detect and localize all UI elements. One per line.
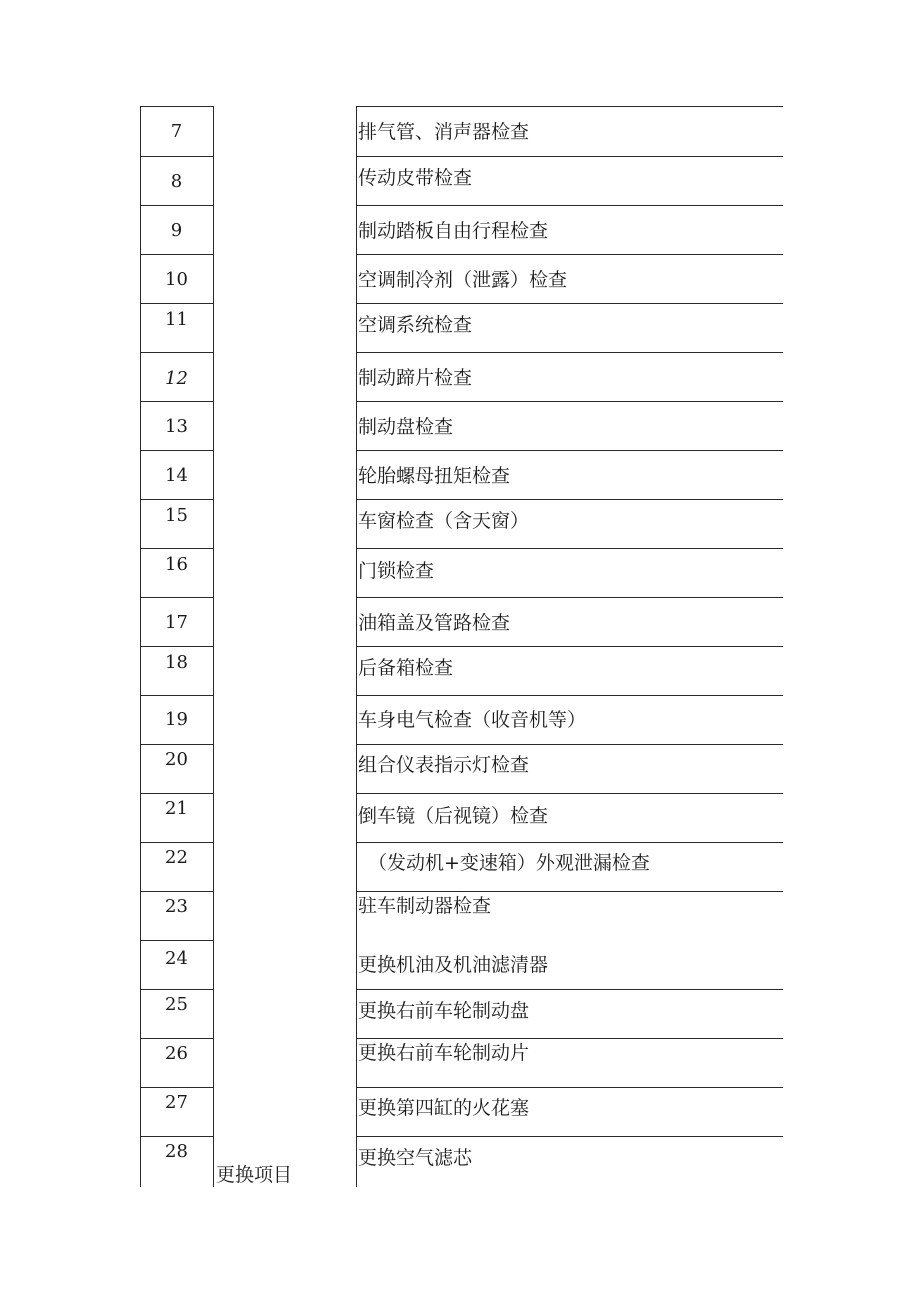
row-item: 更换右前车轮制动片 — [358, 1042, 530, 1064]
row-item: 更换右前车轮制动盘 — [358, 1000, 530, 1022]
row-item: 更换机油及机油滤清器 — [358, 954, 549, 976]
row-number: 28 — [165, 1141, 188, 1162]
row-item: （发动机+变速箱）外观泄漏检查 — [368, 852, 650, 874]
group-label: 更换项目 — [216, 1164, 293, 1186]
row-item: 后备箱检查 — [358, 657, 454, 679]
row-item: 车身电气检查（收音机等） — [358, 709, 587, 731]
row-number: 25 — [165, 994, 188, 1015]
row-item: 倒车镜（后视镜）检查 — [358, 805, 549, 827]
row-item: 油箱盖及管路检查 — [358, 612, 511, 634]
category-gap — [214, 351, 356, 354]
row-number: 9 — [170, 220, 183, 241]
row-item: 制动蹄片检查 — [358, 367, 473, 389]
row-item: 车窗检查（含天窗） — [358, 510, 530, 532]
row-number: 10 — [165, 269, 188, 290]
row-item: 传动皮带检查 — [358, 167, 473, 189]
row-item: 排气管、消声器检查 — [358, 121, 530, 143]
category-gap — [214, 792, 356, 795]
row-item: 轮胎螺母扭矩检查 — [358, 465, 511, 487]
row-item: 空调制冷剂（泄露）检查 — [358, 269, 568, 291]
row-number: 17 — [165, 612, 188, 633]
category-gap — [214, 449, 356, 452]
category-gap — [214, 1135, 356, 1138]
row-number: 26 — [165, 1043, 188, 1064]
row-number: 16 — [165, 554, 188, 575]
category-gap — [214, 841, 356, 844]
category-gap — [214, 400, 356, 403]
row-item: 空调系统检查 — [358, 314, 473, 336]
row-rule — [140, 940, 213, 941]
row-number: 24 — [165, 948, 188, 969]
category-gap — [214, 547, 356, 550]
row-number: 15 — [165, 505, 188, 526]
category-gap — [214, 694, 356, 697]
row-number: 12 — [165, 368, 188, 389]
row-item: 更换空气滤芯 — [358, 1147, 473, 1169]
category-gap — [214, 253, 356, 256]
category-gap — [214, 988, 356, 991]
category-gap — [214, 155, 356, 158]
row-number: 18 — [165, 652, 188, 673]
category-gap — [214, 302, 356, 305]
row-number: 21 — [165, 798, 188, 819]
row-item: 门锁检查 — [358, 560, 435, 582]
category-gap — [214, 645, 356, 648]
row-number: 20 — [165, 749, 188, 770]
row-item: 驻车制动器检查 — [358, 895, 492, 917]
category-gap — [214, 743, 356, 746]
row-number: 27 — [165, 1092, 188, 1113]
row-number: 19 — [165, 709, 188, 730]
row-number: 13 — [165, 416, 188, 437]
category-gap — [214, 596, 356, 599]
row-item: 制动盘检查 — [358, 416, 454, 438]
row-item: 更换第四缸的火花塞 — [358, 1097, 530, 1119]
category-gap — [214, 1086, 356, 1089]
row-item: 制动踏板自由行程检查 — [358, 220, 549, 242]
category-gap — [214, 204, 356, 207]
row-item: 组合仪表指示灯检查 — [358, 754, 530, 776]
row-number: 11 — [165, 309, 188, 330]
category-gap — [214, 498, 356, 501]
row-number: 7 — [170, 121, 183, 142]
row-number: 23 — [165, 896, 188, 917]
row-number: 8 — [170, 171, 183, 192]
category-gap — [214, 105, 356, 108]
row-number: 22 — [165, 847, 188, 868]
category-gap — [214, 890, 356, 893]
category-gap — [214, 1037, 356, 1040]
row-number: 14 — [165, 465, 188, 486]
